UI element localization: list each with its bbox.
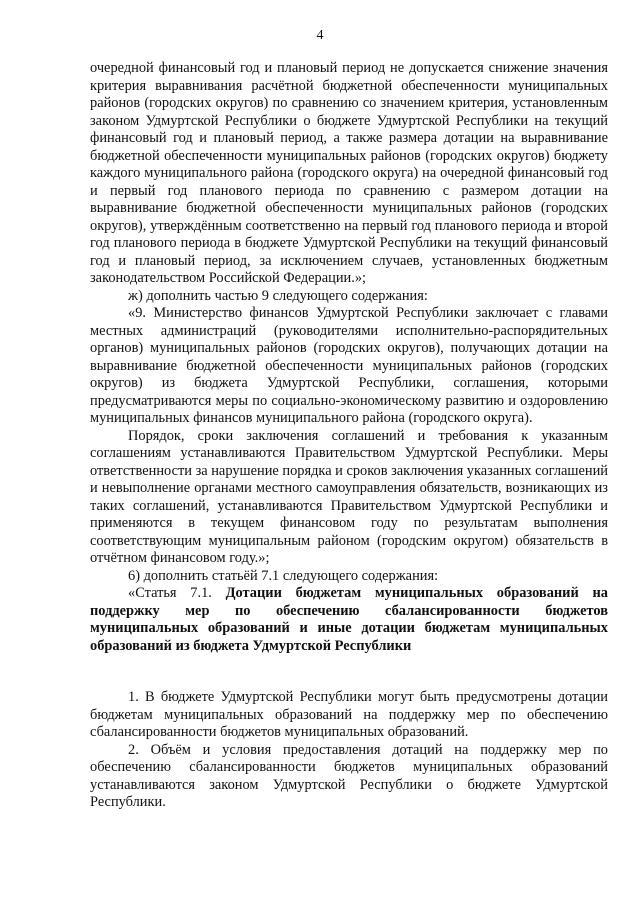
paragraph-article-point-1: 1. В бюджете Удмуртской Республики могут быть предусмотрены дотации бюджетам муниципальных образований на поддержку мер по обеспечению сбалансированности бюджетов муниципальных образований. — [90, 689, 608, 740]
paragraph-agreements-procedure: Порядок, сроки заключения соглашений и требования к указанным соглашениям устанавливаются Правительством Удмуртской Республики. Меры ответственности за нарушение порядка и сроков заключения указанных соглашений и невыполнение органами местного самоуправления обязательств, возникающих из таких соглашений, устанавливаются Правительством Удмуртской Республики и применяются в текущем финансовом году по результатам выполнения соответствующим муниципальным районом (городским округом) обязательств в отчётном финансовом году.»; — [90, 427, 608, 566]
spacer — [90, 655, 608, 689]
paragraph-amendment-6: 6) дополнить статьёй 7.1 следующего содержания: — [128, 567, 439, 584]
paragraph-article-point-2: 2. Объём и условия предоставления дотаций на поддержку мер по обеспечению сбалансированности бюджетов муниципальных образований устанавливаются законом Удмуртской Республики о бюджете Удмуртской Республики. — [90, 741, 608, 810]
article-heading-title: Дотации бюджетам муниципальных образований на поддержку мер по обеспечению сбалансированности бюджетов муниципальных образований и иные дотации бюджетам муниципальных образований из бюджета Удмуртской Республики — [90, 585, 608, 654]
article-heading-prefix: «Статья 7.1. — [128, 585, 226, 601]
paragraph-criteria-continuation: очередной финансовый год и плановый период не допускается снижение значения критерия выравнивания расчётной бюджетной обеспеченности муниципальных районов (городских округов) по сравнению со значением критерия, установленным законом Удмуртской Республики о бюджете Удмуртской Республики на текущий финансовый год и плановый период, а также размера дотации на выравнивание бюджетной обеспеченности муниципальных районов (городских округов) бюджету каждого муниципального района (городского округа) на очередной финансовый год и первый год планового периода по сравнению с размером дотации на выравнивание бюджетной обеспеченности муниципальных районов (городских округов), утверждённым соответственно на первый год планового периода и второй год планового периода в бюджете Удмуртской Республики на текущий финансовый год и плановый период, за исключением случаев, установленных бюджетным законодательством Российской Федерации.»; — [90, 60, 608, 286]
page-number: 4 — [316, 28, 324, 43]
document-body — [90, 60, 608, 812]
article-heading — [90, 585, 608, 655]
paragraph-part-9: «9. Министерство финансов Удмуртской Республики заключает с главами местных администраций (руководителями исполнительно-распорядительных органов) муниципальных районов (городских округов), получающих дотации на выравнивание бюджетной обеспеченности муниципальных районов (городских округов) из бюджета Удмуртской Республики, соглашения, которыми предусматриваются меры по социально-экономическому развитию и оздоровлению муниципальных финансов муниципального района (городского округа). — [90, 305, 608, 426]
paragraph-amendment-zh: ж) дополнить частью 9 следующего содержания: — [128, 287, 428, 304]
